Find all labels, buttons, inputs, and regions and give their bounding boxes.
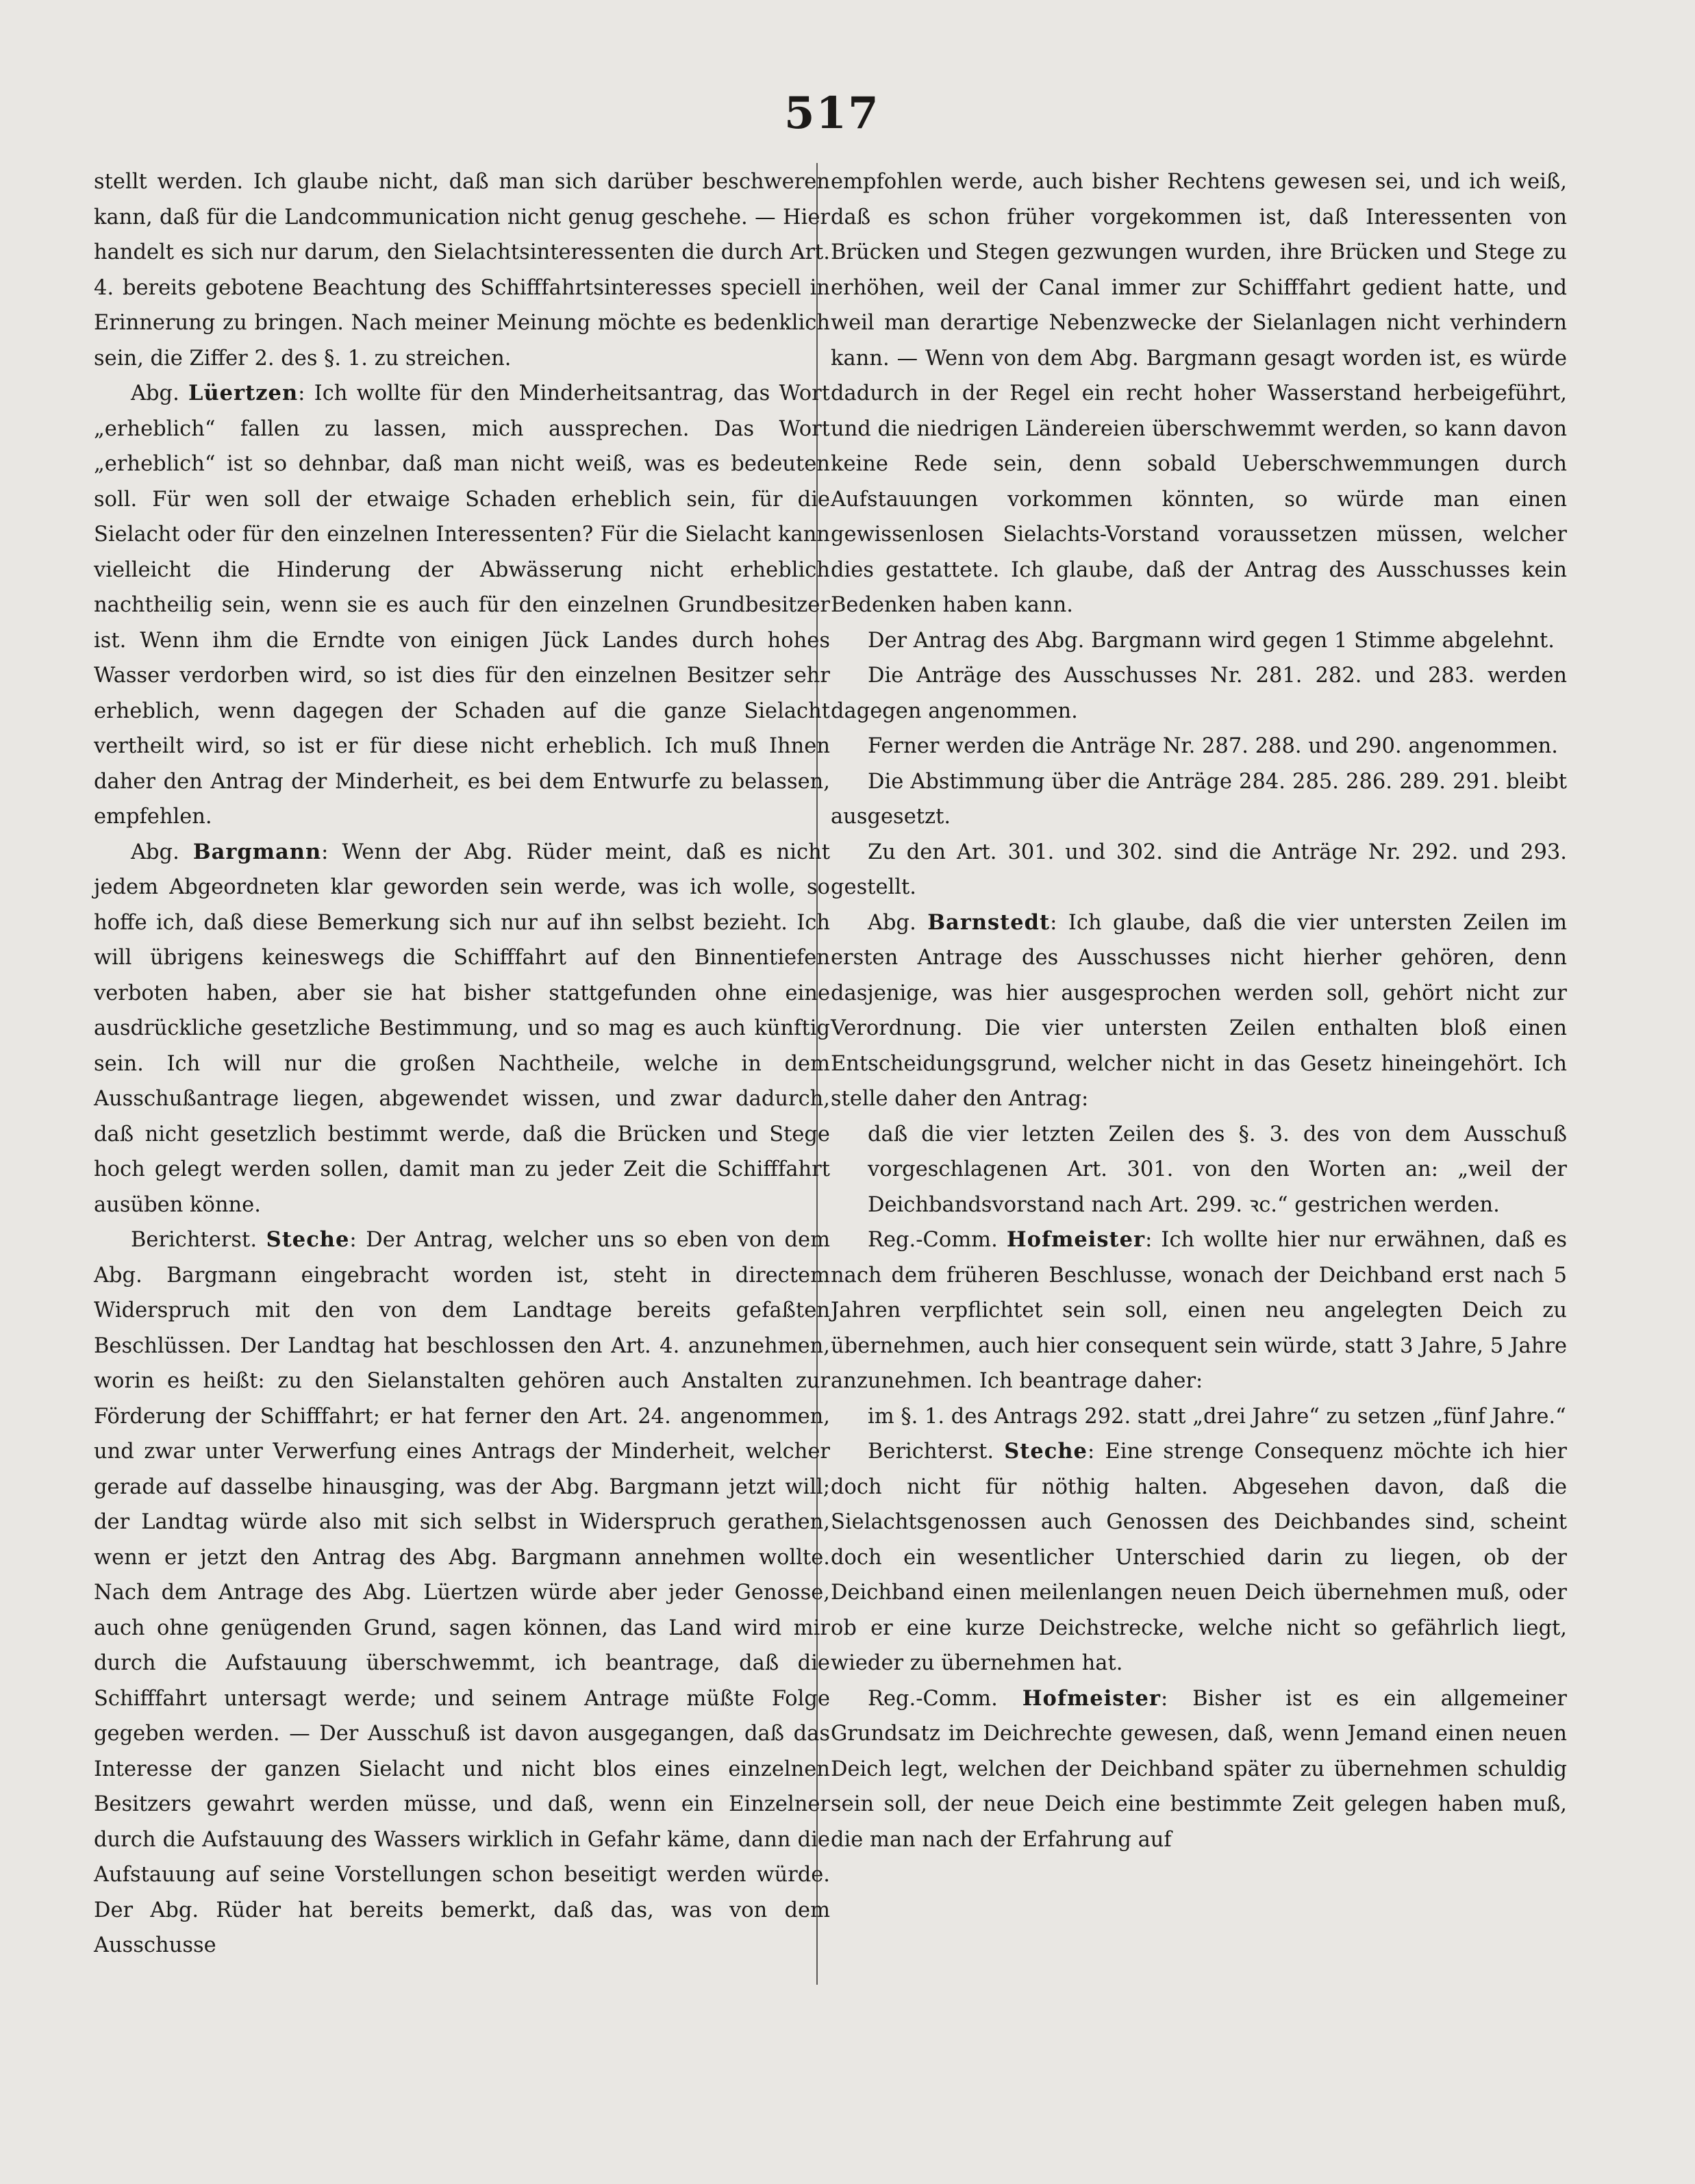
quoted-motion: im §. 1. des Antrags 292. statt „drei Jahre“ zu setzen „fünf Jahre.“ — [868, 1404, 1566, 1429]
paragraph-text: : Wenn der Abg. Rüder meint, daß es nicht jedem Abgeordneten klar geworden sein werde, was ich wolle, so hoffe ich, daß diese Bemerkung sich nur auf ihn selbst bezieht. Ich will übrigens keineswegs die Schifffahrt auf den Binnentiefen verboten haben, aber sie hat bisher stattgefunden ohne eine ausdrückliche gesetzliche Bestimmung, und so mag es auch künftig sein. Ich will nur die großen Nachtheile, welche in dem Ausschußantrage liegen, abgewendet wissen, und zwar dadurch, daß nicht gesetzlich bestimmt werde, daß die Brücken und Stege hoch gelegt werden sollen, damit man zu jeder Zeit die Schifffahrt ausüben könne. — [94, 840, 831, 1217]
paragraph: stellt werden. Ich glaube nicht, daß man sich darüber beschweren kann, daß für die Landcommunication nicht genug geschehe. — Hier handelt es sich nur darum, den Sielachtsinteressenten die durch Art. 4. bereits gebotene Beachtung des Schifffahrtsinteresses speciell in Erinnerung zu bringen. Nach meiner Meinung möchte es bedenklich sein, die Ziffer 2. des §. 1. zu streichen. — [94, 170, 830, 371]
paragraph — [94, 376, 830, 835]
speaker-title: Berichterst. — [868, 1440, 1005, 1464]
speaker-title: Abg. — [131, 381, 189, 405]
paragraph: Zu den Art. 301. und 302. sind die Anträge Nr. 292. und 293. gestellt. — [831, 840, 1567, 899]
speaker-name: Hofmeister — [1006, 1227, 1146, 1252]
paragraph-text: : Eine strenge Consequenz möchte ich hier doch nicht für nöthig halten. Abgesehen davon, daß die Sielachtsgenossen auch Genossen des Deichbandes sind, scheint doch ein wesentlicher Unterschied darin zu liegen, ob der Deichband einen meilenlangen neuen Deich übernehmen muß, oder ob er eine kurze Deichstrecke, welche nicht so gefährlich liegt, wieder zu übernehmen hat. — [831, 1440, 1567, 1675]
paragraph: Ferner werden die Anträge Nr. 287. 288. und 290. angenommen. — [868, 734, 1558, 758]
paragraph-text: : Ich glaube, daß die vier untersten Zeilen im ersten Antrage des Ausschusses nicht hierher gehören, denn dasjenige, was hier ausgesprochen werden soll, gehört nicht zur Verordnung. Die vier untersten Zeilen enthalten bloß einen Entscheidungsgrund, welcher nicht in das Gesetz hineingehört. Ich stelle daher den Antrag: — [831, 910, 1567, 1111]
speaker-name: Steche — [1004, 1439, 1088, 1464]
paragraph — [831, 1681, 1567, 1858]
paragraph: Die Anträge des Ausschusses Nr. 281. 282. und 283. werden dagegen angenommen. — [831, 664, 1567, 723]
paragraph-text: : Ich wollte für den Minderheitsantrag, das Wort „erheblich“ fallen zu lassen, mich aussprechen. Das Wort „erheblich“ ist so dehnbar, daß man nicht weiß, was es bedeuten soll. Für wen soll der etwaige Schaden erheblich sein, für die Sielacht oder für den einzelnen Interessenten? Für die Sielacht kann vielleicht die Hinderung der Abwässerung nicht erheblich nachtheilig sein, wenn sie es auch für den einzelnen Grundbesitzer ist. Wenn ihm die Erndte von einigen Jück Landes durch hohes Wasser verdorben wird, so ist dies für den einzelnen Besitzer sehr erheblich, wenn dagegen der Schaden auf die ganze Sielacht vertheilt wird, so ist er für diese nicht erheblich. Ich muß Ihnen daher den Antrag der Minderheit, es bei dem Entwurfe zu belassen, empfehlen. — [94, 381, 830, 829]
speaker-name: Barnstedt — [927, 909, 1051, 935]
paragraph-text: : Bisher ist es ein allgemeiner Grundsatz im Deichrechte gewesen, daß, wenn Jemand einen neuen Deich legt, welchen der Deichband später zu übernehmen schuldig sein soll, der neue Deich eine bestimmte Zeit gelegen haben muß, die man nach der Erfahrung auf — [831, 1686, 1567, 1852]
speaker-name: Steche — [266, 1227, 350, 1252]
quoted-motion: daß die vier letzten Zeilen des §. 3. des von dem Ausschuß vorgeschlagenen Art. 301. von den Worten an: „weil der Deichbandsvorstand nach Art. 299. ꝛc.“ gestrichen werden. — [868, 1122, 1567, 1217]
paragraph — [94, 1222, 830, 1963]
paragraph — [94, 835, 830, 1223]
paragraph — [831, 1434, 1567, 1681]
paragraph: empfohlen werde, auch bisher Rechtens gewesen sei, und ich weiß, daß es schon früher vorgekommen ist, daß Interessenten von Brücken und Stegen gezwungen wurden, ihre Brücken und Stege zu erhöhen, weil der Canal immer zur Schifffahrt gedient hatte, und weil man derartige Nebenzwecke der Sielanlagen nicht verhindern kann. — Wenn von dem Abg. Bargmann gesagt worden ist, es würde dadurch in der Regel ein recht hoher Wasserstand herbeigeführt, und die niedrigen Ländereien überschwemmt werden, so kann davon keine Rede sein, denn sobald Ueberschwemmungen durch Aufstauungen vorkommen könnten, so würde man einen gewissenlosen Sielachts-Vorstand voraussetzen müssen, welcher dies gestattete. Ich glaube, daß der Antrag des Ausschusses kein Bedenken haben kann. — [831, 170, 1567, 617]
paragraph — [831, 1222, 1567, 1399]
right-column — [831, 164, 1567, 1857]
paragraph — [831, 905, 1567, 1117]
left-column — [94, 164, 830, 1963]
page-number: 517 — [784, 88, 880, 139]
speaker-title: Abg. — [131, 840, 193, 864]
paragraph-text: : Der Antrag, welcher uns so eben von dem Abg. Bargmann eingebracht worden ist, steht in directem Widerspruch mit den von dem Landtage bereits gefaßten Beschlüssen. Der Landtag hat beschlossen den Art. 4. anzunehmen, worin es heißt: zu den Sielanstalten gehören auch Anstalten zur Förderung der Schifffahrt; er hat ferner den Art. 24. angenommen, und zwar unter Verwerfung eines Antrags der Minderheit, welcher gerade auf dasselbe hinausging, was der Abg. Bargmann jetzt will; der Landtag würde also mit sich selbst in Widerspruch gerathen, wenn er jetzt den Antrag des Abg. Bargmann annehmen wollte. Nach dem Antrage des Abg. Lüertzen würde aber jeder Genosse, auch ohne genügenden Grund, sagen können, das Land wird mir durch die Aufstauung überschwemmt, ich beantrage, daß die Schifffahrt untersagt werde; und seinem Antrage müßte Folge gegeben werden. — Der Ausschuß ist davon ausgegangen, daß das Interesse der ganzen Sielacht und nicht blos eines einzelnen Besitzers gewahrt werden müsse, und daß, wenn ein Einzelner durch die Aufstauung des Wassers wirklich in Gefahr käme, dann die Aufstauung auf seine Vorstellungen schon beseitigt werden würde. Der Abg. Rüder hat bereits bemerkt, daß das, was von dem Ausschusse — [94, 1228, 831, 1957]
speaker-title: Reg.-Comm. — [868, 1228, 1007, 1252]
speaker-name: Bargmann — [192, 839, 322, 864]
speaker-name: Hofmeister — [1022, 1685, 1161, 1711]
paragraph: Die Abstimmung über die Anträge 284. 285. 286. 289. 291. bleibt ausgesetzt. — [831, 769, 1567, 829]
speaker-title: Berichterst. — [131, 1228, 266, 1252]
paragraph: Der Antrag des Abg. Bargmann wird gegen 1 Stimme abgelehnt. — [868, 628, 1555, 653]
paragraph-text: : Ich wollte hier nur erwähnen, daß es nach dem früheren Beschlusse, wonach der Deichband erst nach 5 Jahren verpflichtet sein soll, einen neu angelegten Deich zu übernehmen, auch hier consequent sein würde, statt 3 Jahre, 5 Jahre anzunehmen. Ich beantrage daher: — [831, 1228, 1567, 1393]
speaker-name: Lüertzen — [188, 381, 299, 405]
speaker-title: Reg.-Comm. — [868, 1686, 1022, 1711]
speaker-title: Abg. — [868, 910, 928, 935]
